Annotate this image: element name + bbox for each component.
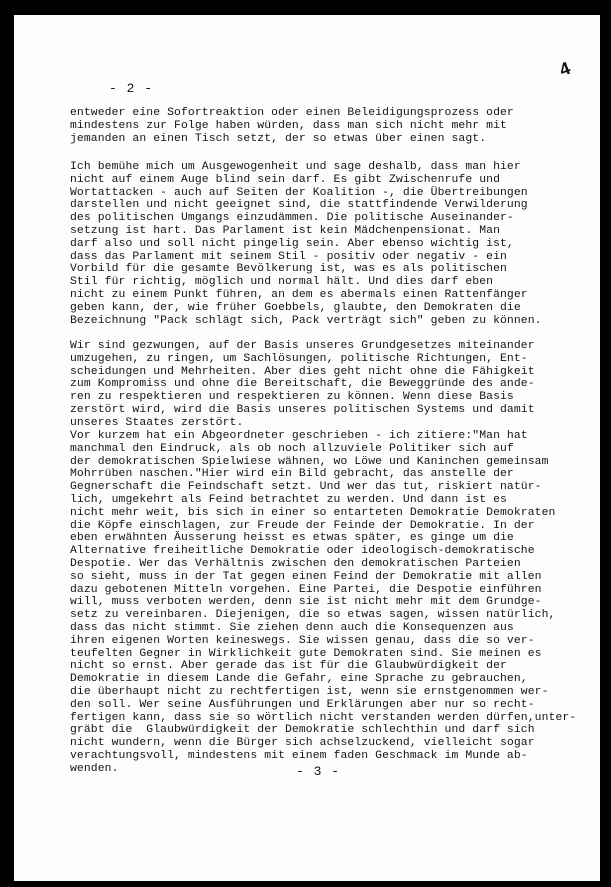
text-line: die Köpfe einschlagen, zur Freude der Feinde der Demokratie. In der: [70, 519, 535, 532]
text-line: darf also und soll nicht pingelig sein. Aber ebenso wichtig ist,: [70, 237, 514, 250]
text-line: Wir sind gezwungen, auf der Basis unseres Grundgesetzes miteinander: [70, 340, 535, 352]
text-line: Despotie. Wer das Verhältnis zwischen den demokratischen Parteien: [70, 557, 521, 570]
handwritten-corner-mark: 4: [556, 57, 573, 81]
text-line: Alternative freiheitliche Demokratie oder ideologisch-demokratische: [70, 545, 535, 558]
text-line: will, muss verboten werden, denn sie ist nicht mehr mit dem Grundge-: [70, 596, 542, 609]
text-line: unseres Staates zerstört.: [70, 416, 244, 429]
text-line: setz zu vereinbaren. Diejenigen, die so etwas sagen, wissen natürlich,: [70, 609, 556, 622]
text-line: Wortattacken - auch auf Seiten der Koalition -, die Übertreibungen: [70, 186, 528, 199]
text-line: Mohrrüben naschen."Hier wird ein Bild gebracht, das anstelle der: [70, 468, 514, 481]
text-line: fertigen kann, dass sie so wörtlich nicht verstanden werden dürfen,unter-: [70, 711, 577, 724]
text-line: entweder eine Sofortreaktion oder einen Beleidigungsprozess oder: [70, 107, 514, 119]
text-line: wenden.: [70, 762, 119, 775]
text-line: zerstört wird, wird die Basis unseres politischen Systems und damit: [70, 403, 535, 416]
text-line: jemanden an einen Tisch setzt, der so etwas über einen sagt.: [70, 132, 487, 145]
text-line: nicht mehr weit, bis sich in einer so entarteten Demokratie Demokraten: [70, 506, 556, 519]
document-page: [14, 15, 600, 881]
text-line: Demokratie in diesem Lande die Gefahr, eine Sprache zu gebrauchen,: [70, 673, 528, 686]
text-line: Ich bemühe mich um Ausgewogenheit und sage deshalb, dass man hier: [70, 161, 521, 173]
text-line: der demokratischen Spielwiese wähnen, wo Löwe und Kaninchen gemeinsam: [70, 455, 549, 468]
text-line: umzugehen, zu ringen, um Sachlösungen, politische Richtungen, Ent-: [70, 352, 528, 365]
text-line: dazu gebotenen Mitteln vorgehen. Eine Partei, die Despotie einführen: [70, 583, 542, 596]
text-line: nicht zu einem Punkt führen, an dem es abermals einen Rattenfänger: [70, 288, 528, 301]
text-line: die überhaupt nicht zu rechtfertigen ist, wenn sie ernstgenommen wer-: [70, 685, 549, 698]
page-number-bottom: - 3 -: [296, 764, 341, 779]
text-line: mindestens zur Folge haben würden, dass man sich nicht mehr mit: [70, 119, 507, 132]
text-line: Vor kurzem hat ein Abgeordneter geschrieben - ich zitiere:"Man hat: [70, 430, 528, 442]
text-line: den soll. Wer seine Ausführungen und Erklärungen aber nur so recht-: [70, 698, 535, 711]
paragraph-2: [70, 161, 542, 327]
text-line: geben kann, der, wie früher Goebbels, glaubte, den Demokraten die: [70, 301, 521, 314]
text-line: verachtungsvoll, mindestens mit einem faden Geschmack im Munde ab-: [70, 749, 528, 762]
text-line: des politischen Umgangs einzudämmen. Die politische Auseinander-: [70, 212, 514, 225]
text-line: zum Kompromiss und ohne die Bereitschaft, die Beweggründe des ande-: [70, 378, 535, 391]
text-line: ihren eigenen Worten keineswegs. Sie wissen genau, dass die so ver-: [70, 634, 535, 647]
text-line: dass das Parlament mit seinem Stil - positiv oder negativ - ein: [70, 250, 507, 263]
text-line: Gegnerschaft die Feindschaft setzt. Und wer das tut, riskiert natür-: [70, 481, 542, 494]
text-line: gräbt die Glaubwürdigkeit der Demokratie schlechthin und darf sich: [70, 724, 535, 737]
text-line: nicht auf einem Auge blind sein darf. Es gibt Zwischenrufe und: [70, 173, 501, 186]
text-line: Vorbild für die gesamte Bevölkerung ist, was es als politischen: [70, 263, 507, 276]
text-line: so sieht, muss in der Tat gegen einen Feind der Demokratie mit allen: [70, 570, 542, 583]
text-line: lich, umgekehrt als Feind betrachtet zu werden. Und dann ist es: [70, 493, 507, 506]
text-line: ren zu respektieren und respektieren zu können. Wenn diese Basis: [70, 391, 514, 404]
paragraph-3: [70, 340, 535, 430]
text-line: dass das nicht stimmt. Sie ziehen denn auch die Konsequenzen aus: [70, 621, 514, 634]
text-line: teufelten Gegner in Wirklichkeit gute Demokraten sind. Sie meinen es: [70, 647, 542, 660]
text-line: darstellen und nicht geeignet sind, die stattfindende Verwilderung: [70, 199, 528, 212]
text-line: Stil für richtig, möglich und normal hält. Und dies darf eben: [70, 276, 494, 289]
text-line: manchmal den Eindruck, als ob noch allzuviele Politiker sich auf: [70, 442, 514, 455]
text-line: scheidungen und Mehrheiten. Aber dies geht nicht ohne die Fähigkeit: [70, 365, 535, 378]
page-number-top: - 2 -: [109, 81, 154, 96]
text-line: nicht so ernst. Aber gerade das ist für die Glaubwürdigkeit der: [70, 660, 507, 673]
paragraph-4: [70, 430, 576, 776]
paragraph-1: [70, 107, 514, 145]
text-line: setzung ist hart. Das Parlament ist kein Mädchenpensionat. Man: [70, 224, 501, 237]
text-line: Bezeichnung "Pack schlägt sich, Pack verträgt sich" geben zu können.: [70, 314, 542, 327]
text-line: eben erwähnten Äusserung heisst es etwas später, es ginge um die: [70, 532, 514, 545]
text-line: nicht wundern, wenn die Bürger sich achselzuckend, vielleicht sogar: [70, 737, 535, 750]
